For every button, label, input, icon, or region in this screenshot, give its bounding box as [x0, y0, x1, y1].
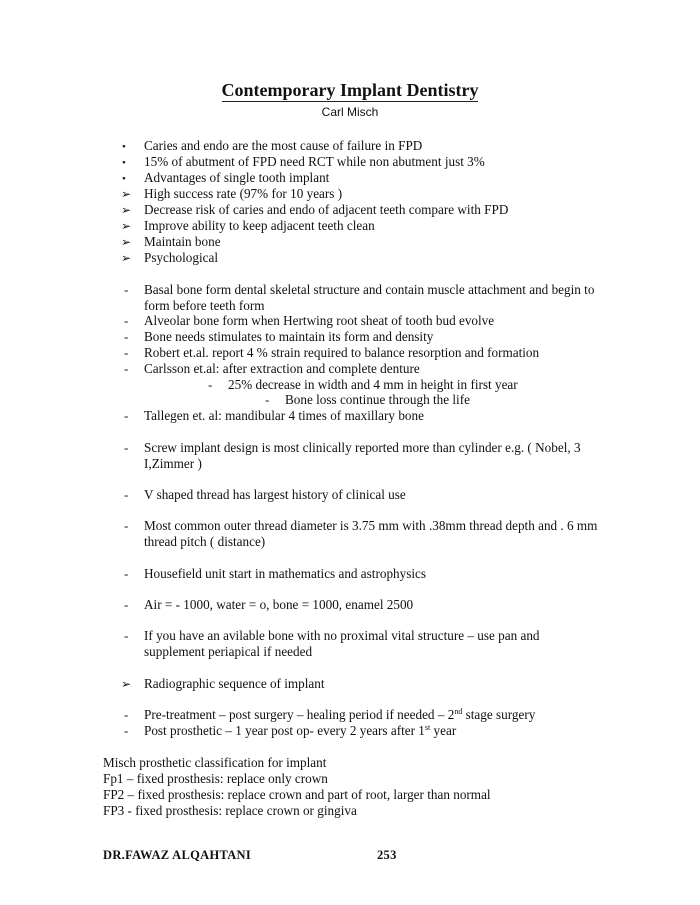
dash-marker: -	[124, 628, 129, 643]
classification-item: Fp1 – fixed prosthesis: replace only crown	[103, 771, 328, 786]
arrow-icon: ➢	[121, 187, 132, 201]
dash-marker: -	[208, 377, 213, 392]
bullet-item: Advantages of single tooth implant	[144, 170, 330, 185]
sub-sub-item: Bone loss continue through the life	[285, 392, 470, 407]
dash-item: V shaped thread has largest history of clinical use	[144, 487, 406, 502]
arrow-item: Maintain bone	[144, 234, 221, 249]
bullet-marker: •	[122, 157, 126, 169]
bullet-item: Caries and endo are the most cause of failure in FPD	[144, 138, 423, 153]
text-segment: Pre-treatment – post surgery – healing period if needed – 2	[144, 707, 455, 722]
title-text: Contemporary Implant Dentistry	[221, 80, 479, 100]
page-number: 253	[377, 848, 397, 862]
classification-item: FP3 - fixed prosthesis: replace crown or gingiva	[103, 803, 357, 818]
classification-heading: Misch prosthetic classification for implant	[103, 755, 327, 770]
dash-item	[144, 723, 456, 739]
footer-author: DR.FAWAZ ALQAHTANI	[103, 848, 252, 862]
sub-item: 25% decrease in width and 4 mm in height in first year	[228, 377, 518, 392]
dash-item: Alveolar bone form when Hertwing root sheat of tooth bud evolve	[144, 313, 495, 328]
dash-marker: -	[124, 707, 129, 722]
text-segment: year	[430, 723, 457, 738]
dash-item: Tallegen et. al: mandibular 4 times of maxillary bone	[144, 408, 424, 423]
dash-item: Robert et.al. report 4 % strain required to balance resorption and formation	[144, 345, 540, 360]
dash-marker: -	[124, 313, 129, 328]
dash-marker: -	[124, 597, 129, 612]
dash-marker: -	[124, 566, 129, 581]
document-title	[0, 80, 700, 101]
arrow-icon: ➢	[121, 219, 132, 233]
bullet-marker: •	[122, 173, 126, 185]
text-segment: Post prosthetic – 1 year post op- every 2 years after 1	[144, 723, 425, 738]
text-segment: stage surgery	[462, 707, 536, 722]
ordinal-suffix: st	[424, 723, 431, 732]
dash-item: Carlsson et.al: after extraction and complete denture	[144, 361, 420, 376]
dash-item: Screw implant design is most clinically reported more than cylinder e.g. ( Nobel, 3 I,Zimmer )	[144, 440, 581, 471]
dash-marker: -	[124, 361, 129, 376]
arrow-icon: ➢	[121, 677, 132, 691]
dash-item: Basal bone form dental skeletal structure and contain muscle attachment and begin to form before teeth form	[144, 282, 595, 313]
arrow-icon: ➢	[121, 203, 132, 217]
dash-marker: -	[265, 392, 270, 407]
classification-item: FP2 – fixed prosthesis: replace crown and part of root, larger than normal	[103, 787, 491, 802]
arrow-item: High success rate (97% for 10 years )	[144, 186, 343, 201]
dash-marker: -	[124, 329, 129, 344]
dash-item	[144, 707, 535, 723]
dash-item: Most common outer thread diameter is 3.75 mm with .38mm thread depth and . 6 mm thread pitch ( distance)	[144, 518, 598, 549]
ordinal-suffix: nd	[454, 707, 463, 716]
bullet-marker: •	[122, 141, 126, 153]
arrow-item: Decrease risk of caries and endo of adjacent teeth compare with FPD	[144, 202, 509, 217]
dash-item: Air = - 1000, water = o, bone = 1000, enamel 2500	[144, 597, 414, 612]
dash-marker: -	[124, 518, 129, 533]
arrow-item: Radiographic sequence of implant	[144, 676, 325, 691]
bullet-item: 15% of abutment of FPD need RCT while non abutment just 3%	[144, 154, 485, 169]
dash-marker: -	[124, 487, 129, 502]
arrow-item: Psychological	[144, 250, 218, 265]
dash-item: Housefield unit start in mathematics and astrophysics	[144, 566, 427, 581]
arrow-item: Improve ability to keep adjacent teeth clean	[144, 218, 375, 233]
dash-item: If you have an avilable bone with no proximal vital structure – use pan and supplement periapical if needed	[144, 628, 540, 659]
dash-marker: -	[124, 408, 129, 423]
dash-marker: -	[124, 723, 129, 738]
dash-marker: -	[124, 440, 129, 455]
author-name: Carl Misch	[321, 105, 379, 119]
dash-marker: -	[124, 345, 129, 360]
arrow-icon: ➢	[121, 235, 132, 249]
dash-item: Bone needs stimulates to maintain its form and density	[144, 329, 434, 344]
dash-marker: -	[124, 282, 129, 297]
arrow-icon: ➢	[121, 251, 132, 265]
